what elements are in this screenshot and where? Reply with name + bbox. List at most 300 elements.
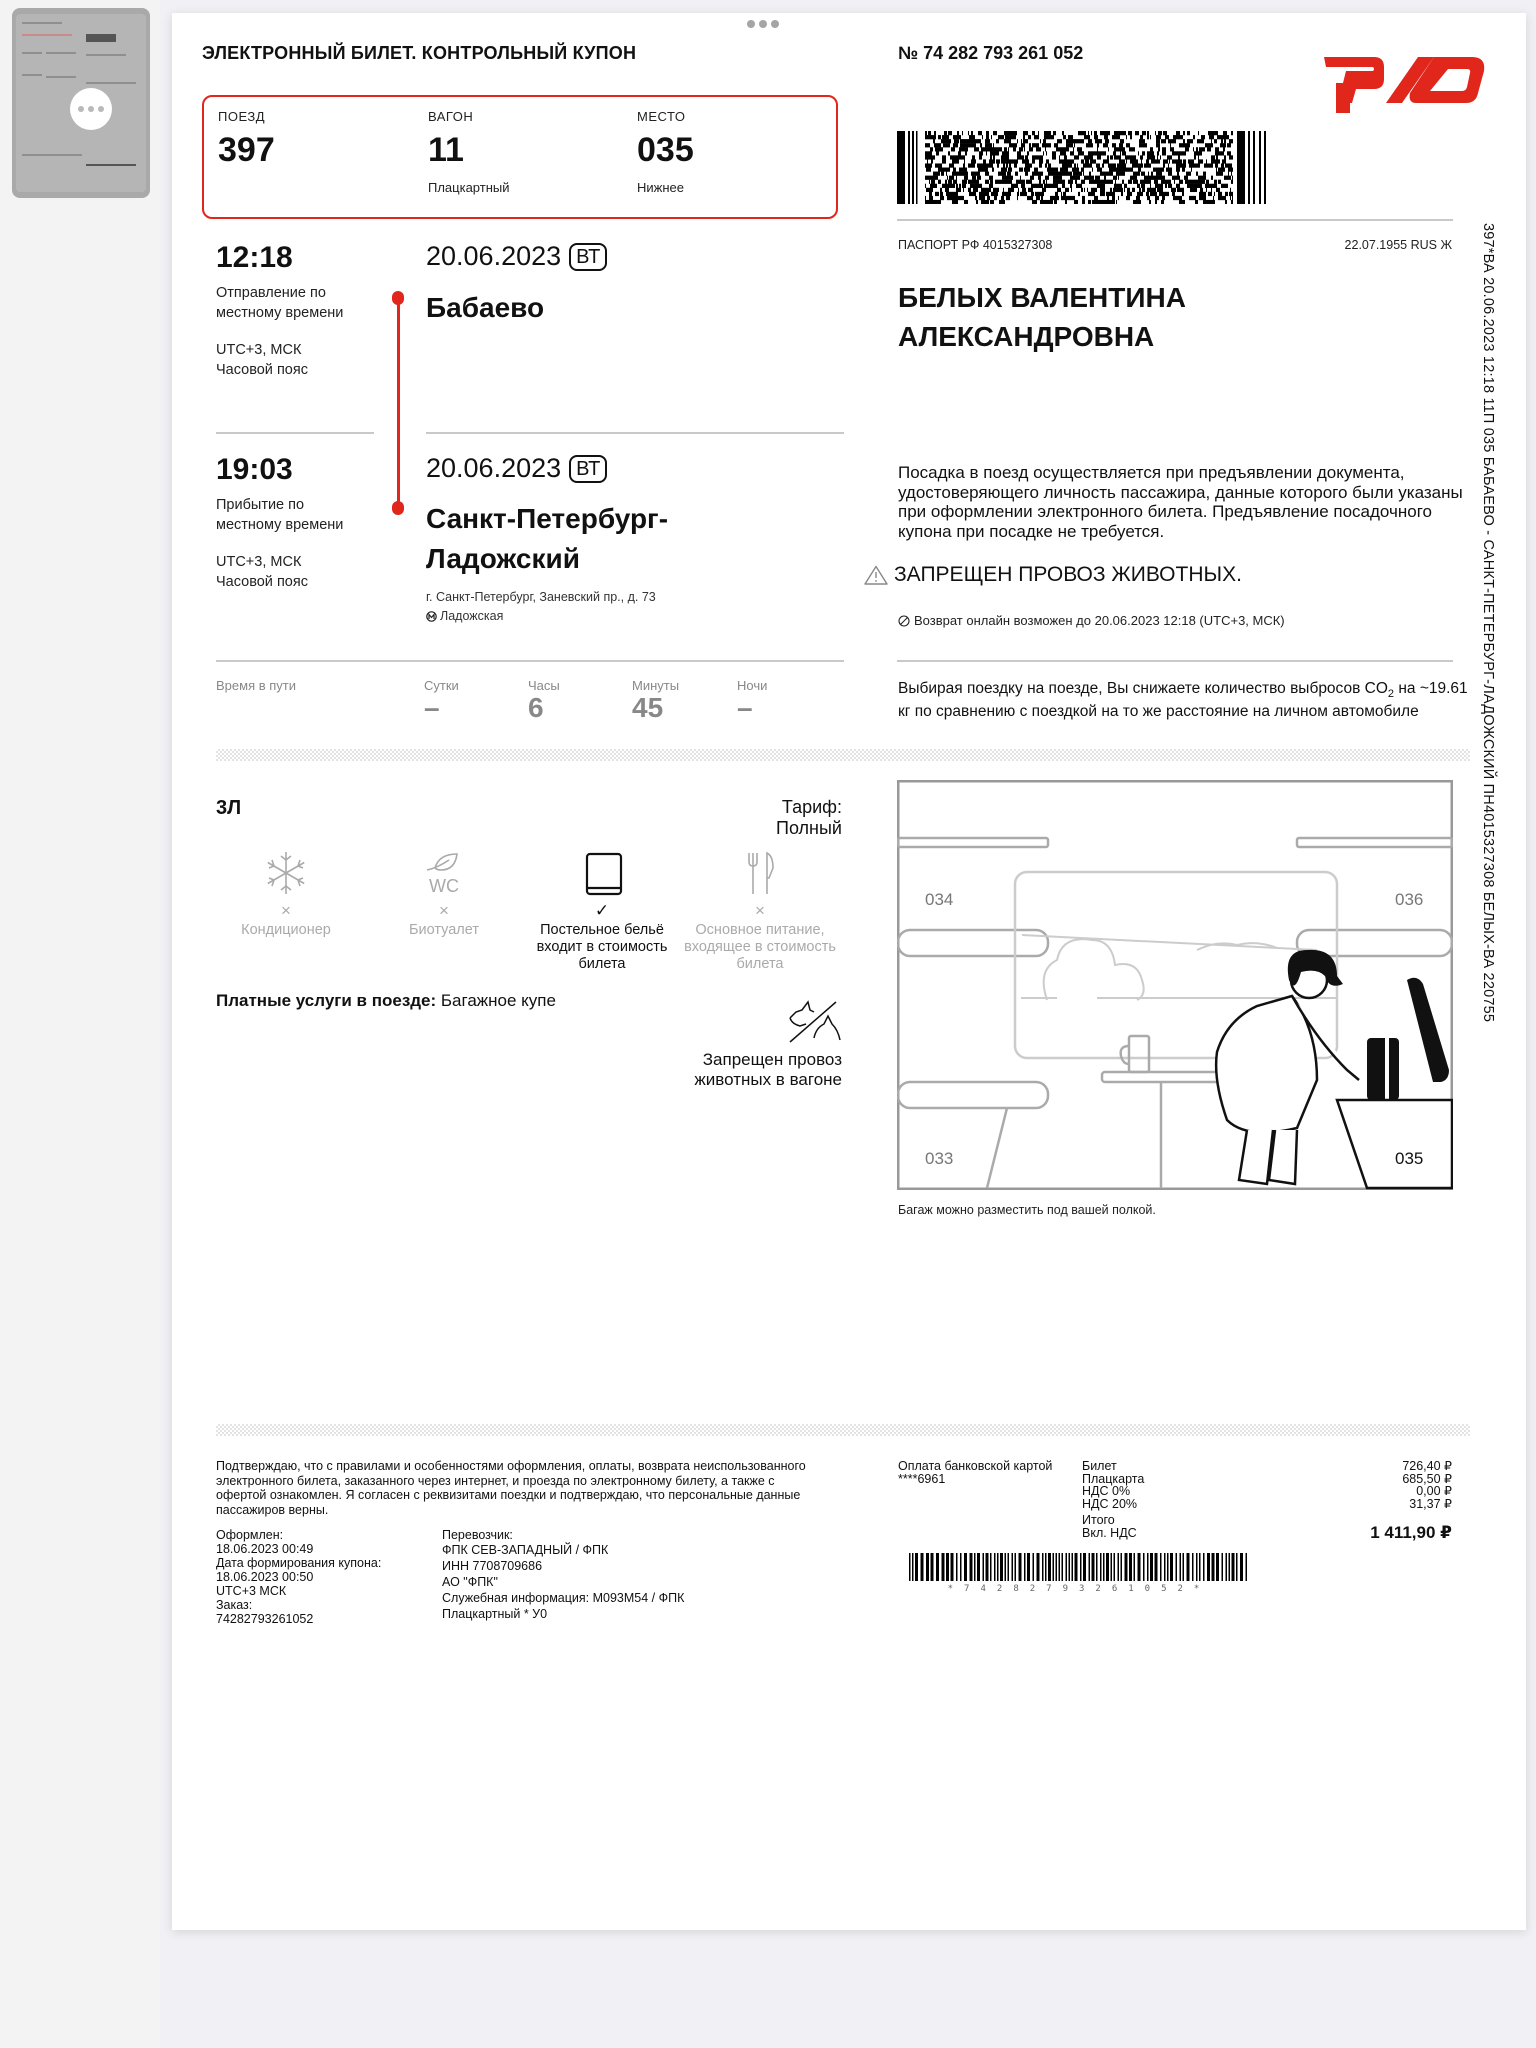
barcode-module	[935, 163, 937, 167]
barcode-module	[948, 180, 950, 184]
barcode-module	[1215, 163, 1218, 167]
barcode-module	[982, 135, 983, 139]
barcode-module	[1095, 139, 1098, 143]
barcode-module	[1092, 180, 1096, 184]
barcode-module	[1138, 1553, 1141, 1581]
barcode-module	[1231, 172, 1232, 176]
barcode-module	[1151, 172, 1153, 176]
barcode-module	[941, 147, 943, 151]
barcode-module	[989, 176, 991, 180]
thumbnail-more-button[interactable]	[70, 88, 112, 130]
barcode-module	[1168, 184, 1172, 188]
barcode-module	[1068, 147, 1069, 151]
barcode-module	[1020, 192, 1023, 196]
barcode-module	[1164, 131, 1165, 135]
barcode-module	[1237, 131, 1245, 204]
barcode-module	[1144, 163, 1147, 167]
wc-eco-icon	[419, 848, 469, 898]
seat-035-label: 035	[1395, 1149, 1424, 1168]
barcode-module	[971, 143, 975, 147]
arrival-label-line1: Прибытие по	[216, 497, 305, 513]
barcode-module	[981, 196, 983, 200]
barcode-module	[1188, 180, 1191, 184]
barcode-module	[1158, 176, 1162, 180]
total-label: Итого	[1082, 1513, 1115, 1527]
barcode-module	[1170, 147, 1171, 151]
carrier-label: Перевозчик:	[442, 1528, 513, 1542]
price-item-label: Плацкарта	[1082, 1471, 1145, 1486]
barcode-module	[1101, 192, 1105, 196]
barcode-module	[1008, 159, 1012, 163]
barcode-module	[1045, 176, 1049, 180]
barcode-module	[1203, 196, 1205, 200]
price-item-label: НДС 20%	[1082, 1496, 1138, 1511]
barcode-module	[925, 155, 926, 159]
barcode-module	[1189, 184, 1191, 188]
barcode-module	[1140, 180, 1143, 184]
barcode-module	[1044, 184, 1047, 188]
barcode-module	[1218, 168, 1219, 172]
barcode-module	[1157, 155, 1158, 159]
barcode-module	[1103, 1553, 1105, 1581]
barcode-module	[929, 151, 932, 155]
barcode-module	[961, 155, 962, 159]
barcode-module	[978, 184, 980, 188]
barcode-module	[1156, 143, 1157, 147]
barcode-module	[1033, 143, 1037, 147]
barcode-module	[1211, 135, 1214, 139]
barcode-module	[1221, 168, 1225, 172]
barcode-module	[1162, 151, 1166, 155]
barcode-module	[940, 200, 941, 204]
included-check-icon: ✓	[594, 901, 610, 920]
barcode-module	[985, 180, 989, 184]
barcode-module	[996, 180, 1000, 184]
barcode-module	[1199, 196, 1203, 200]
barcode-module	[1160, 155, 1161, 159]
barcode-module	[1096, 180, 1098, 184]
barcode-module	[1173, 196, 1174, 200]
amenity-label: Кондиционер	[241, 922, 331, 938]
barcode-module	[934, 143, 937, 147]
barcode-module	[1093, 188, 1097, 192]
barcode-module	[1205, 196, 1206, 200]
barcode-module	[1073, 147, 1074, 151]
barcode-module	[1093, 151, 1096, 155]
barcode-module	[955, 135, 959, 139]
barcode-module	[1144, 176, 1145, 180]
barcode-module	[954, 155, 958, 159]
barcode-module	[1042, 192, 1044, 196]
barcode-module	[970, 184, 974, 188]
barcode-module	[1009, 139, 1011, 143]
barcode-module	[1200, 139, 1201, 143]
barcode-module	[1078, 192, 1080, 196]
barcode-module	[1039, 155, 1043, 159]
barcode-module	[1070, 139, 1074, 143]
barcode-module	[942, 139, 944, 143]
barcode-module	[993, 143, 994, 147]
barcode-module	[1113, 176, 1114, 180]
barcode-module	[998, 172, 1000, 176]
barcode-module	[1075, 200, 1077, 204]
barcode-module	[1015, 1553, 1017, 1581]
barcode-module	[1118, 172, 1121, 176]
barcode-module	[1118, 168, 1120, 172]
barcode-module	[1212, 1553, 1215, 1581]
not-included-icon: ×	[755, 901, 765, 920]
barcode-module	[942, 135, 946, 139]
barcode-module	[1023, 192, 1027, 196]
barcode-module	[1033, 131, 1035, 135]
barcode-module	[1159, 192, 1163, 196]
barcode-module	[1160, 184, 1161, 188]
barcode-module	[1216, 159, 1220, 163]
barcode-module	[1020, 180, 1022, 184]
total-amount: 1 411,90 ₽	[1370, 1523, 1452, 1542]
barcode-module	[1194, 180, 1195, 184]
barcode-module	[1187, 131, 1188, 135]
barcode-module	[947, 176, 948, 180]
barcode-module	[1017, 172, 1018, 176]
barcode-module	[1104, 143, 1108, 147]
barcode-module	[930, 147, 933, 151]
barcode-module	[1122, 180, 1123, 184]
barcode-module	[1012, 143, 1015, 147]
barcode-module	[1143, 180, 1145, 184]
barcode-module	[1207, 147, 1211, 151]
barcode-module	[1060, 168, 1063, 172]
barcode-module	[1079, 131, 1081, 135]
barcode-module	[983, 1553, 985, 1581]
barcode-module	[1195, 180, 1197, 184]
barcode-module	[925, 131, 927, 135]
barcode-module	[954, 200, 958, 204]
barcode-module	[1129, 147, 1131, 151]
barcode-module	[1171, 147, 1174, 151]
barcode-module	[1176, 184, 1180, 188]
car-code: Плацкартный * У0	[442, 1607, 548, 1621]
barcode-module	[1001, 147, 1002, 151]
barcode-module	[1064, 147, 1068, 151]
barcode-module	[956, 188, 957, 192]
barcode-module	[932, 135, 936, 139]
barcode-module	[1198, 131, 1199, 135]
barcode-module	[1202, 159, 1203, 163]
barcode-module	[1120, 188, 1122, 192]
barcode-module	[1048, 135, 1052, 139]
barcode-module	[1177, 188, 1180, 192]
barcode-module	[916, 131, 918, 204]
barcode-module	[1061, 196, 1064, 200]
barcode-module	[1065, 188, 1069, 192]
barcode-module	[1232, 176, 1233, 180]
barcode-module	[1207, 163, 1210, 167]
barcode-module	[931, 135, 932, 139]
divider	[216, 432, 374, 434]
barcode-module	[1113, 151, 1116, 155]
barcode-module	[1089, 155, 1093, 159]
car-number: 11	[428, 131, 464, 169]
barcode-module	[968, 163, 972, 167]
barcode-module	[1054, 184, 1058, 188]
barcode-module	[1240, 1553, 1243, 1581]
barcode-module	[1165, 184, 1167, 188]
barcode-module	[1061, 192, 1062, 196]
barcode-module	[926, 155, 928, 159]
svg-text:WC: WC	[429, 876, 459, 896]
barcode-module	[1022, 159, 1025, 163]
paid-services-value: Багажное купе	[436, 991, 556, 1010]
barcode-module	[1001, 159, 1004, 163]
barcode-module	[969, 135, 971, 139]
barcode-module	[988, 147, 991, 151]
barcode-module	[1055, 143, 1058, 147]
barcode-module	[1229, 155, 1233, 159]
barcode-module	[1214, 200, 1215, 204]
barcode-module	[1179, 163, 1180, 167]
barcode-module	[1088, 151, 1089, 155]
barcode-module	[936, 1553, 939, 1581]
barcode-module	[959, 196, 963, 200]
barcode-module	[1074, 143, 1075, 147]
barcode-module	[1066, 143, 1069, 147]
barcode-module	[1114, 168, 1118, 172]
barcode-module	[1004, 131, 1006, 135]
amenity-biotoilet	[364, 848, 524, 939]
travel-days-label: Сутки	[424, 678, 459, 693]
barcode-module	[1165, 135, 1169, 139]
barcode-module	[1224, 155, 1226, 159]
barcode-module	[1195, 184, 1198, 188]
barcode-module	[995, 151, 998, 155]
barcode-module	[1032, 131, 1033, 135]
barcode-module	[1102, 163, 1104, 167]
barcode-module	[1154, 180, 1158, 184]
barcode-module	[1006, 196, 1007, 200]
arrival-station	[426, 499, 668, 579]
page-more-button[interactable]	[747, 20, 779, 28]
barcode-module	[1124, 184, 1127, 188]
barcode-module	[953, 180, 955, 184]
barcode-module	[1091, 188, 1092, 192]
barcode-module	[1003, 176, 1007, 180]
barcode-module	[972, 131, 973, 135]
barcode-module	[1022, 188, 1023, 192]
barcode-module	[1005, 155, 1009, 159]
barcode-module	[930, 155, 931, 159]
barcode-module	[970, 1553, 973, 1581]
barcode-module	[1129, 188, 1130, 192]
no-pets-icon	[786, 998, 842, 1044]
barcode-module	[1083, 139, 1084, 143]
barcode-module	[1089, 143, 1093, 147]
barcode-module	[1001, 168, 1005, 172]
barcode-module	[1109, 168, 1111, 172]
arrival-timezone	[216, 552, 308, 592]
barcode-module	[1219, 168, 1221, 172]
barcode-module	[1100, 1553, 1102, 1581]
barcode-module	[1122, 168, 1123, 172]
barcode-module	[942, 1553, 945, 1581]
paid-services	[216, 991, 556, 1011]
barcode-module	[949, 176, 953, 180]
barcode-module	[1009, 143, 1012, 147]
barcode-module	[995, 180, 996, 184]
barcode-module	[1078, 168, 1079, 172]
barcode-module	[975, 188, 978, 192]
travel-minutes-label: Минуты	[632, 678, 680, 693]
barcode-module	[1017, 192, 1019, 196]
barcode-module	[1189, 172, 1191, 176]
barcode-module	[963, 163, 964, 167]
barcode-module	[1053, 168, 1056, 172]
dot-icon	[759, 20, 767, 28]
barcode-module	[996, 139, 999, 143]
barcode-module	[1083, 1553, 1086, 1581]
barcode-module	[961, 147, 965, 151]
arrival-dot-icon	[392, 501, 404, 515]
barcode-module	[1214, 159, 1216, 163]
vat-label: Вкл. НДС	[1082, 1525, 1137, 1540]
barcode-module	[1031, 196, 1033, 200]
barcode-module	[1007, 151, 1009, 155]
barcode-module	[1133, 180, 1136, 184]
barcode-module	[985, 200, 989, 204]
barcode-module	[1139, 192, 1143, 196]
barcode-module	[1060, 151, 1062, 155]
barcode-module	[1107, 155, 1109, 159]
barcode-module	[948, 151, 949, 155]
amenity-bed-linen	[522, 848, 682, 973]
barcode-module	[973, 188, 975, 192]
barcode-module	[972, 180, 973, 184]
barcode-module	[1085, 159, 1089, 163]
barcode-module	[987, 196, 990, 200]
barcode-module	[1083, 131, 1086, 135]
barcode-module	[1005, 168, 1007, 172]
barcode-module	[1007, 176, 1011, 180]
departure-date: 20.06.2023	[426, 241, 562, 271]
barcode-module	[1140, 135, 1143, 139]
barcode-module	[959, 172, 961, 176]
barcode-module	[1005, 135, 1009, 139]
departure-time: 12:18	[216, 241, 293, 274]
barcode-module	[1128, 192, 1132, 196]
arrival-station-line2: Ладожский	[426, 543, 580, 574]
barcode-module	[1168, 139, 1172, 143]
barcode-module	[1068, 180, 1072, 184]
barcode-module	[998, 147, 1001, 151]
barcode-module	[1034, 168, 1038, 172]
barcode-module	[1015, 172, 1017, 176]
train-number: 397	[218, 131, 275, 169]
barcode-module	[967, 139, 969, 143]
barcode-module	[1209, 184, 1210, 188]
barcode-module	[1196, 147, 1198, 151]
barcode-module	[1110, 188, 1112, 192]
barcode-module	[926, 176, 930, 180]
barcode-module	[1147, 151, 1151, 155]
barcode-module	[1014, 184, 1018, 188]
barcode-module	[929, 196, 930, 200]
barcode-module	[929, 192, 932, 196]
barcode-module	[951, 1553, 954, 1581]
barcode-module	[1025, 163, 1028, 167]
barcode-module	[1174, 180, 1175, 184]
barcode-module	[1134, 200, 1138, 204]
barcode-module	[1032, 159, 1035, 163]
barcode-module	[975, 143, 976, 147]
barcode-module	[1182, 192, 1184, 196]
barcode-module	[1048, 200, 1052, 204]
barcode-module	[986, 151, 987, 155]
barcode-module	[1107, 200, 1108, 204]
barcode-module	[995, 147, 998, 151]
order-barcode	[909, 1553, 1249, 1581]
barcode-module	[991, 147, 995, 151]
barcode-module	[1082, 200, 1085, 204]
barcode-module	[1038, 176, 1041, 180]
barcode-module	[983, 196, 985, 200]
barcode-module	[1184, 143, 1187, 147]
barcode-module	[1212, 176, 1213, 180]
barcode-module	[1098, 200, 1102, 204]
barcode-module	[1200, 147, 1202, 151]
barcode-module	[937, 147, 941, 151]
barcode-module	[1138, 200, 1141, 204]
barcode-module	[965, 151, 967, 155]
barcode-module	[1042, 188, 1046, 192]
barcode-module	[1203, 172, 1206, 176]
barcode-module	[1217, 135, 1221, 139]
barcode-module	[1107, 159, 1109, 163]
barcode-module	[994, 151, 995, 155]
barcode-module	[1075, 168, 1076, 172]
section-separator	[216, 1424, 1470, 1436]
barcode-module	[1216, 172, 1217, 176]
barcode-module	[1222, 1553, 1224, 1581]
barcode-module	[1227, 176, 1231, 180]
barcode-module	[1143, 172, 1145, 176]
barcode-module	[1191, 168, 1192, 172]
barcode-module	[1042, 1553, 1044, 1581]
barcode-module	[1009, 192, 1011, 196]
refund-text: Возврат онлайн возможен до 20.06.2023 12:18 (UTC+3, МСК)	[914, 613, 1285, 628]
barcode-module	[1065, 196, 1069, 200]
barcode-module	[1195, 196, 1196, 200]
barcode-module	[1075, 139, 1077, 143]
barcode-module	[972, 139, 976, 143]
barcode-module	[1146, 159, 1149, 163]
dot-icon	[88, 106, 94, 112]
amenity-label: Постельное бельё входит в стоимость билета	[536, 922, 668, 972]
barcode-module	[1188, 159, 1191, 163]
barcode-module	[1030, 143, 1031, 147]
barcode-module	[1114, 163, 1116, 167]
barcode-module	[1198, 155, 1199, 159]
barcode-module	[1086, 163, 1090, 167]
barcode-module	[1173, 135, 1176, 139]
barcode-module	[1072, 1553, 1074, 1581]
departure-label-line1: Отправление по	[216, 285, 326, 301]
barcode-module	[1227, 184, 1228, 188]
divider	[216, 660, 844, 662]
barcode-module	[1230, 196, 1231, 200]
barcode-module	[1088, 192, 1091, 196]
snowflake-icon	[261, 848, 311, 898]
page-thumbnail[interactable]	[12, 8, 150, 198]
